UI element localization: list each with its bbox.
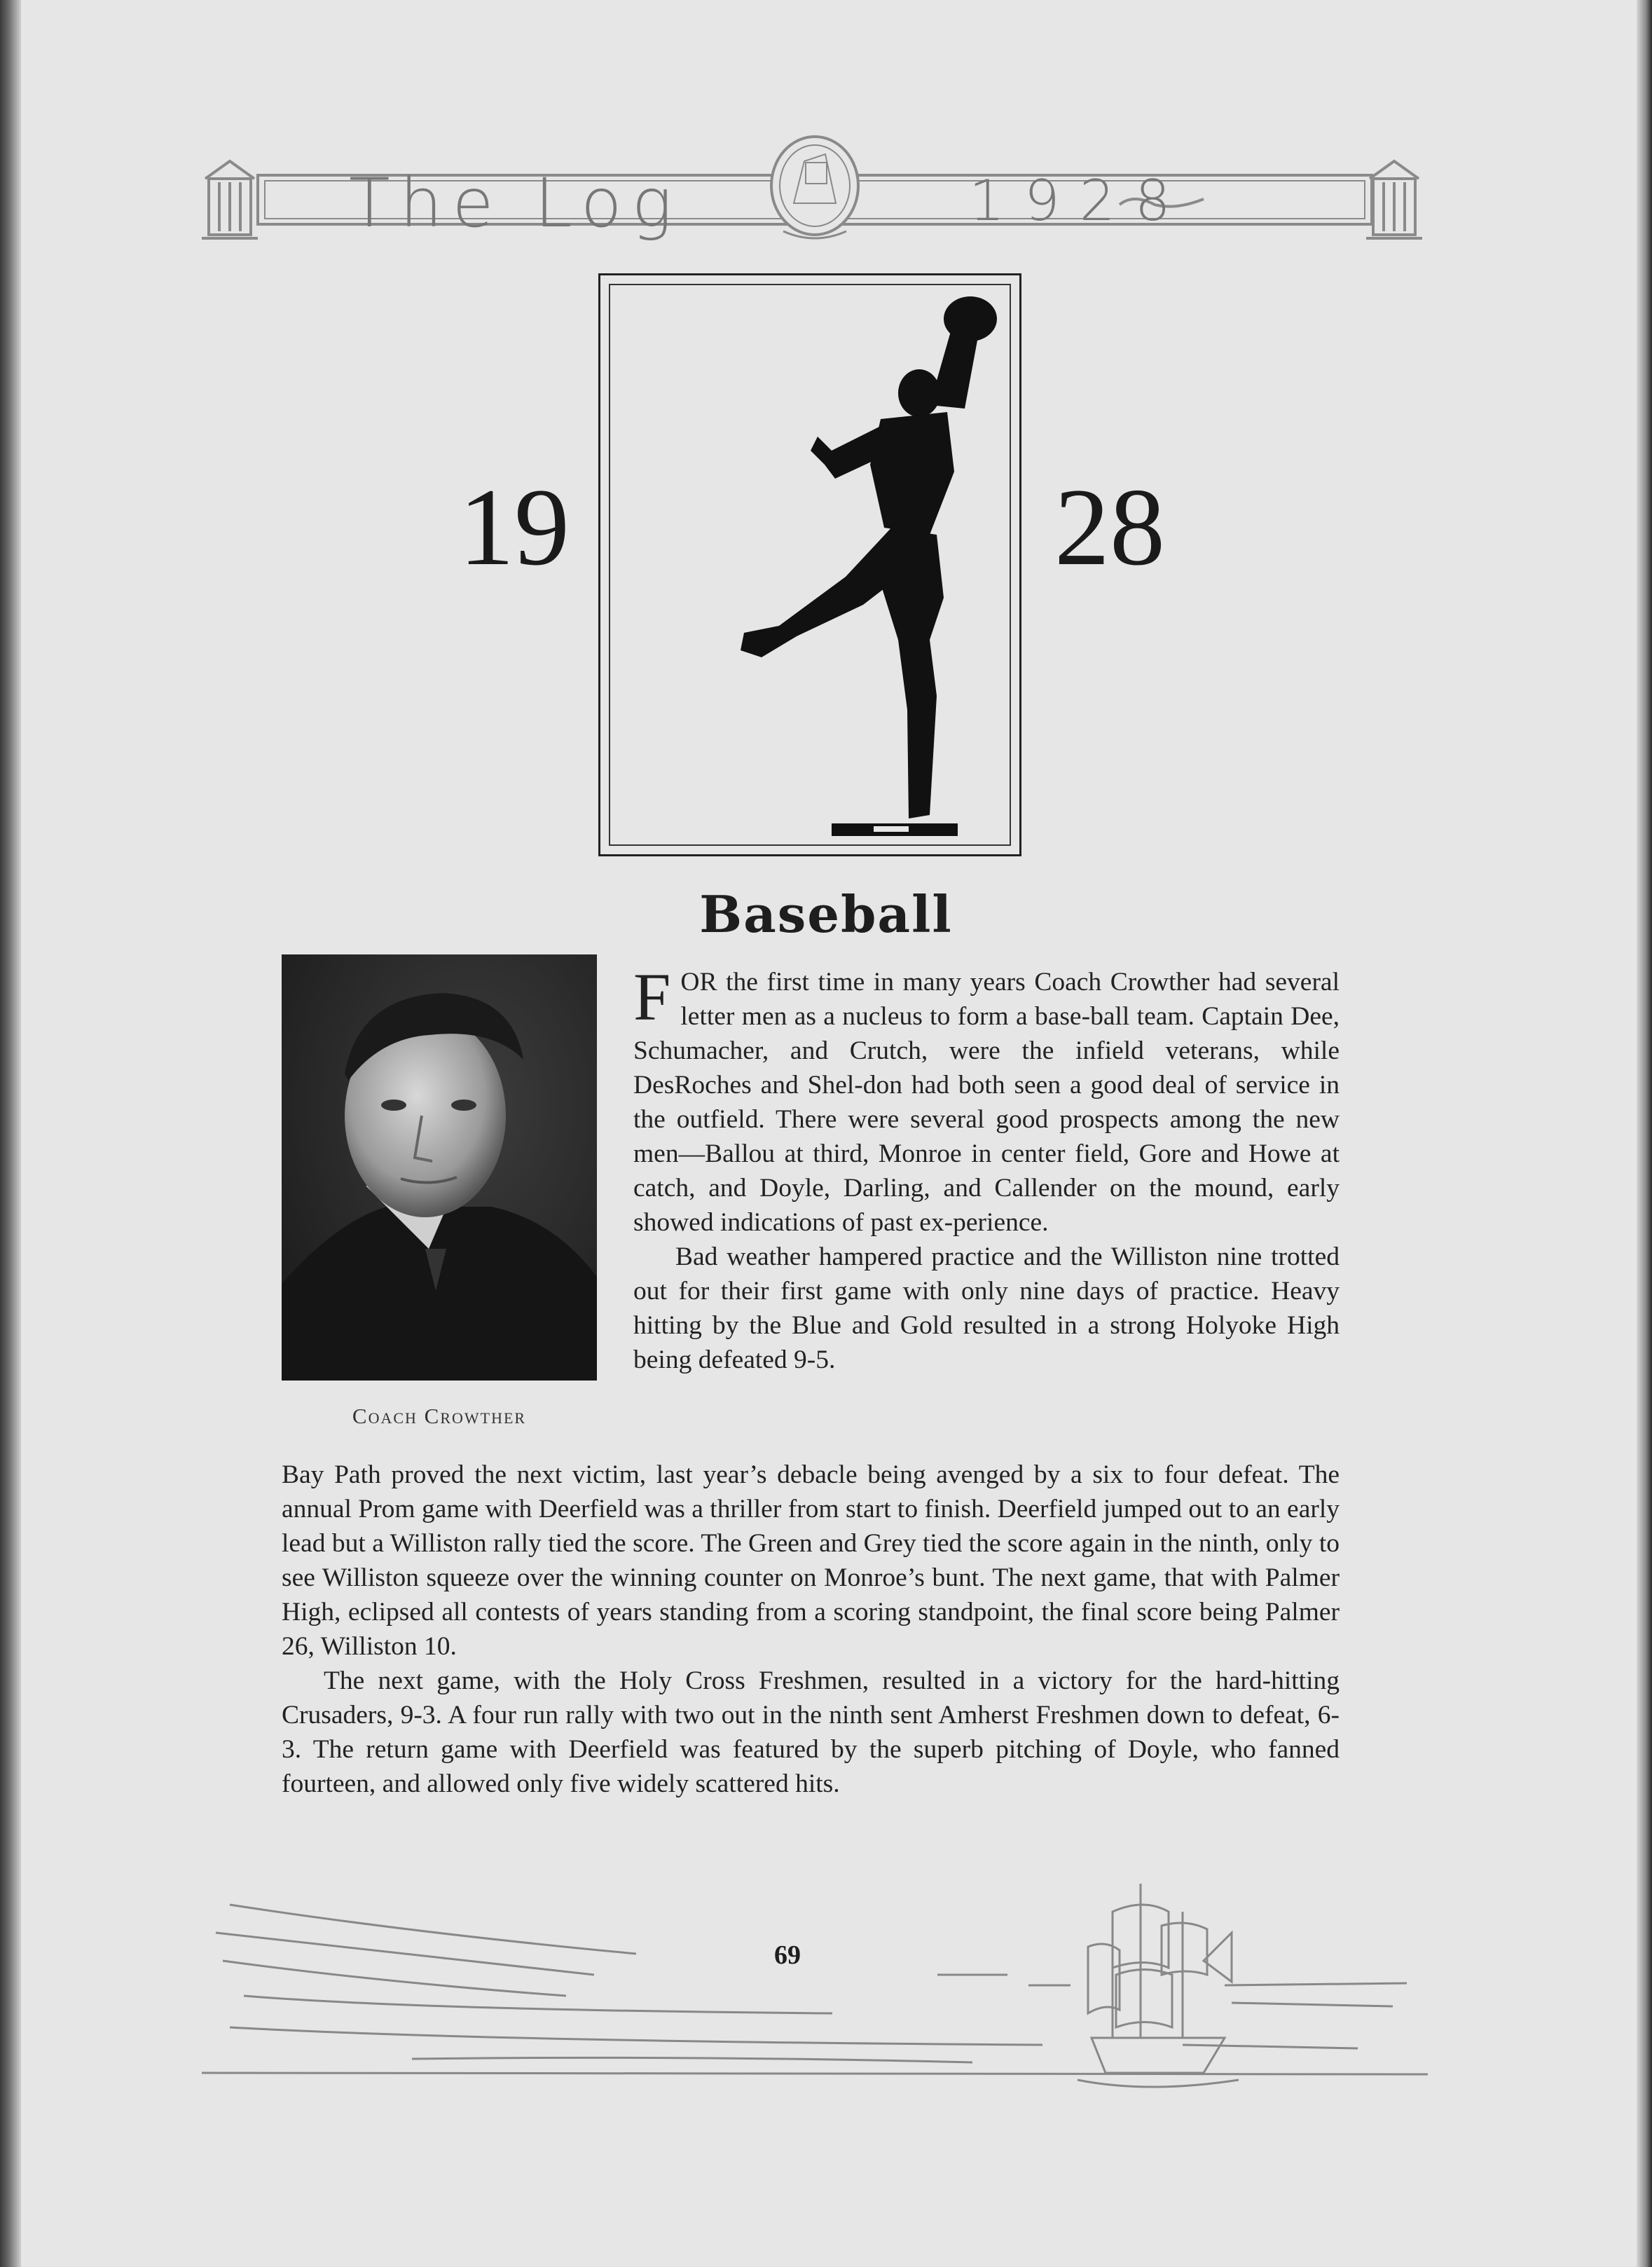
section-title: Baseball	[699, 884, 953, 944]
article-column	[633, 959, 1340, 1377]
year-right: 28	[1054, 466, 1165, 589]
portrait-caption: Coach Crowther	[352, 1404, 527, 1428]
baseball-player-illustration	[598, 273, 1021, 856]
page-number: 69	[774, 1940, 801, 1970]
drop-cap: F	[633, 959, 671, 1034]
paragraph-1-text: OR the first time in many years Coach Crowther had several letter men as a nucleus to form a base-ball team. Captain Dee, Schumacher, and Crutch, were the infield veterans, while DesRoches and Shel-don had both seen a good deal of service in the outfield. There were several good prospects among the new men—Ballou at third, Monroe in center field, Gore and Howe at catch, and Doyle, Darling, and Callender on the mound, early showed indications of past ex-perience.	[633, 968, 1340, 1237]
year-left: 19	[459, 466, 570, 589]
article-paragraph-2-continued: Bay Path proved the next victim, last year’s debacle being avenged by a six to four defeat. The annual Prom game with Deerfield was a thriller from start to finish. Deerfield jumped out to an early lead but a Williston rally tied the score. The Green and Grey tied the score again in the ninth, only to see Williston squeeze over the winning counter on Monroe’s bunt. The next game, that with Palmer High, eclipsed all contests of years standing from a scoring standpoint, the final score being Palmer 26, Williston 10.	[282, 1460, 1340, 1661]
ship-seascape-illustration	[202, 1870, 1428, 2164]
article-full-width	[282, 1458, 1340, 1801]
book-spine-shadow	[0, 0, 21, 2267]
page-edge-shadow	[1637, 0, 1652, 2267]
page-header-band	[202, 126, 1428, 266]
footer-seascape	[202, 1870, 1428, 2164]
coach-portrait-photo	[282, 954, 597, 1381]
header-year: 1928	[969, 168, 1190, 233]
article-paragraph-3: The next game, with the Holy Cross Freshmen, resulted in a victory for the hard-hitting Crusaders, 9-3. A four run rally with two out in the ninth sent Amherst Freshmen down to defeat, 6-3. The return game with Deerfield was featured by the superb pitching of Doyle, who fanned fourteen, and allowed only five widely scattered hits.	[282, 1666, 1340, 1798]
pitcher-silhouette	[600, 275, 1024, 858]
header-title: The Log	[349, 164, 682, 242]
article-paragraph-1	[633, 959, 1340, 1240]
article-paragraph-2-start: Bad weather hampered practice and the Williston nine trotted out for their first game with only nine days of practice. Heavy hitting by the Blue and Gold resulted in a strong Holyoke High being defeated 9-5.	[633, 1242, 1340, 1374]
portrait-image	[282, 954, 597, 1381]
